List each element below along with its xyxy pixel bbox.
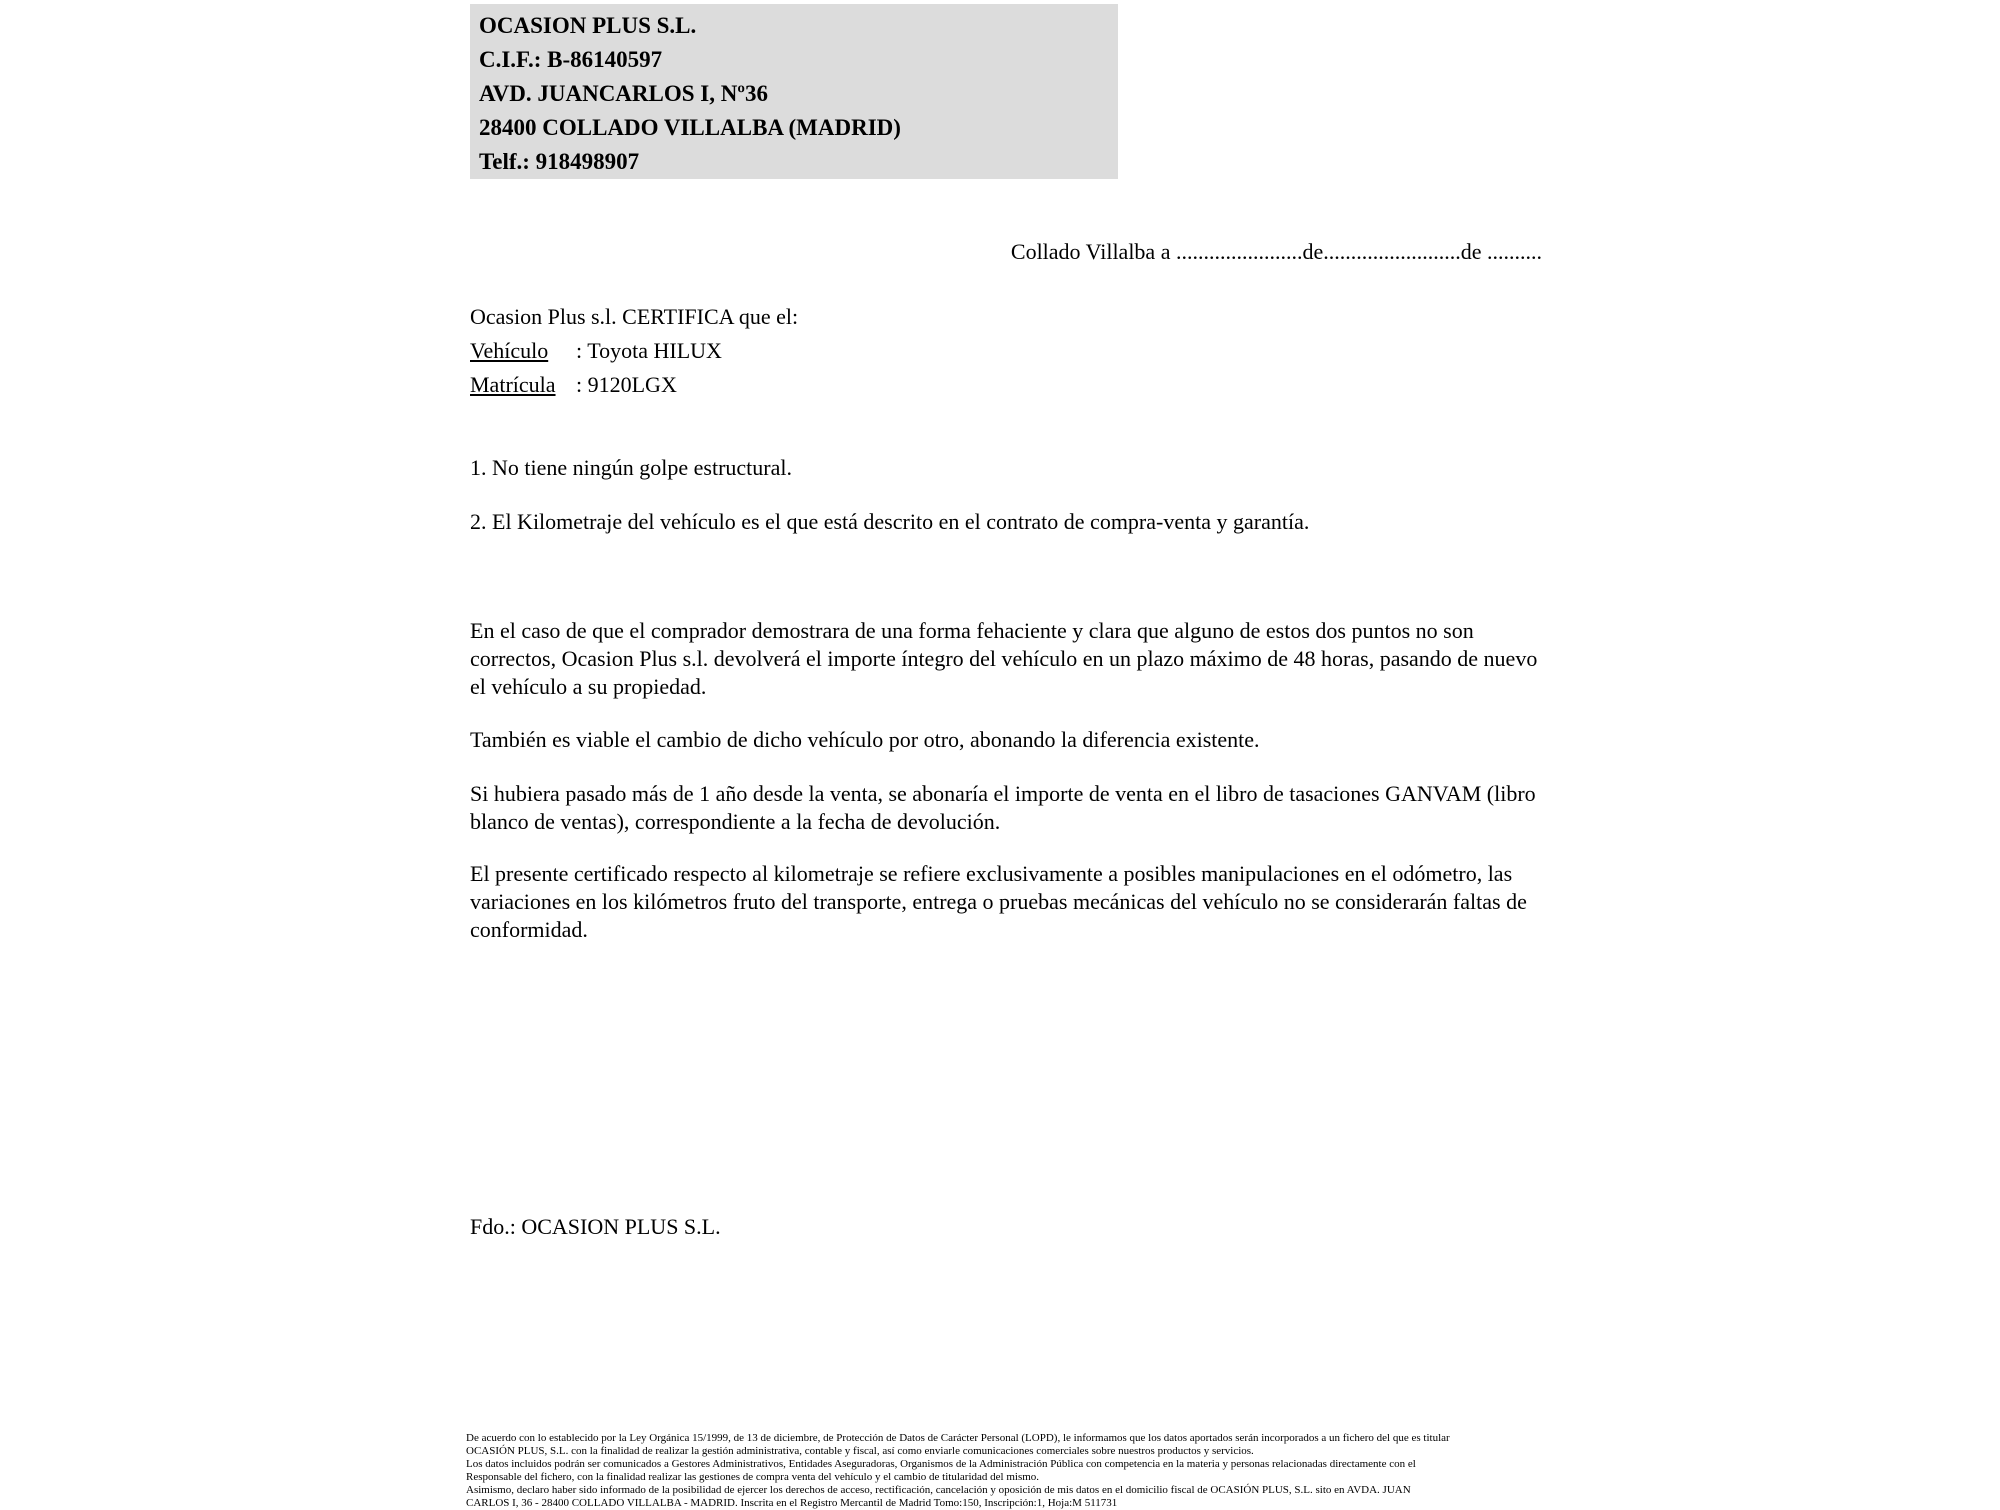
plate-label: Matrícula bbox=[470, 372, 556, 397]
legal-footer bbox=[466, 1432, 1450, 1510]
body-paragraph-refund: En el caso de que el comprador demostrara de una forma fehaciente y clara que alguno de estos dos puntos no son correctos, Ocasion Plus s.l. devolverá el importe íntegro del vehículo en un plazo máximo de 48 horas, pasando de nuevo el vehículo a su propiedad. bbox=[470, 618, 1538, 699]
body-paragraph-odometer: El presente certificado respecto al kilometraje se refiere exclusivamente a posibles manipulaciones en el odómetro, las variaciones en los kilómetros fruto del transporte, entrega o pruebas mecánicas del vehículo no se considerarán faltas de conformidad. bbox=[470, 861, 1527, 942]
signature-line: Fdo.: OCASION PLUS S.L. bbox=[470, 1214, 721, 1239]
date-line: Collado Villalba a .......................de.........................de .......... bbox=[1010, 239, 1542, 264]
vehicle-label: Vehículo bbox=[470, 338, 549, 363]
legal-footer-line: CARLOS I, 36 - 28400 COLLADO VILLALBA - MADRID. Inscrita en el Registro Mercantil de Madrid Tomo:150, Inscripción:1, Hoja:M 511731 bbox=[466, 1497, 1118, 1509]
company-name: OCASION PLUS S.L. bbox=[479, 13, 697, 38]
company-city: 28400 COLLADO VILLALBA (MADRID) bbox=[479, 115, 901, 140]
condition-point-1: 1. No tiene ningún golpe estructural. bbox=[470, 455, 792, 480]
legal-footer-line: Responsable del fichero, con la finalidad realizar las gestiones de compra venta del vehículo y el cambio de titularidad del mismo. bbox=[466, 1471, 1040, 1483]
body-paragraph-ganvam: Si hubiera pasado más de 1 año desde la venta, se abonaría el importe de venta en el libro de tasaciones GANVAM (libro blanco de ventas), correspondiente a la fecha de devolución. bbox=[470, 781, 1536, 834]
legal-footer-line: OCASIÓN PLUS, S.L. con la finalidad de realizar la gestión administrativa, contable y fiscal, así como enviarle comunicaciones comerciales sobre nuestros productos y servicios. bbox=[466, 1445, 1254, 1457]
plate-field bbox=[470, 368, 798, 402]
certification-intro: Ocasion Plus s.l. CERTIFICA que el: bbox=[470, 304, 799, 329]
vehicle-value: : Toyota HILUX bbox=[576, 338, 722, 363]
legal-footer-line: De acuerdo con lo establecido por la Ley Orgánica 15/1999, de 13 de diciembre, de Protección de Datos de Carácter Personal (LOPD), le informamos que los datos aportados serán incorporados a un fichero del que es titular bbox=[466, 1432, 1450, 1444]
condition-point-2: 2. El Kilometraje del vehículo es el que está descrito en el contrato de compra-venta y garantía. bbox=[470, 509, 1310, 534]
body-paragraph-exchange: También es viable el cambio de dicho vehículo por otro, abonando la diferencia existente. bbox=[470, 727, 1260, 752]
company-address: AVD. JUANCARLOS I, Nº36 bbox=[479, 81, 768, 106]
company-header-box bbox=[470, 4, 1118, 179]
legal-footer-line: Asimismo, declaro haber sido informado de la posibilidad de ejercer los derechos de acceso, rectificación, cancelación y oposición de mis datos en el domicilio fiscal de OCASIÓN PLUS, S.L. sito en AVDA. JUAN bbox=[466, 1484, 1411, 1496]
vehicle-field bbox=[470, 334, 798, 368]
certification-block bbox=[470, 300, 798, 402]
legal-footer-line: Los datos incluidos podrán ser comunicados a Gestores Administrativos, Entidades Aseguradoras, Organismos de la Administración Pública con competencia en la materia y personas relacionadas directamente con el bbox=[466, 1458, 1416, 1470]
company-cif: C.I.F.: B-86140597 bbox=[479, 47, 663, 72]
company-phone: Telf.: 918498907 bbox=[479, 149, 640, 174]
plate-value: : 9120LGX bbox=[576, 372, 677, 397]
